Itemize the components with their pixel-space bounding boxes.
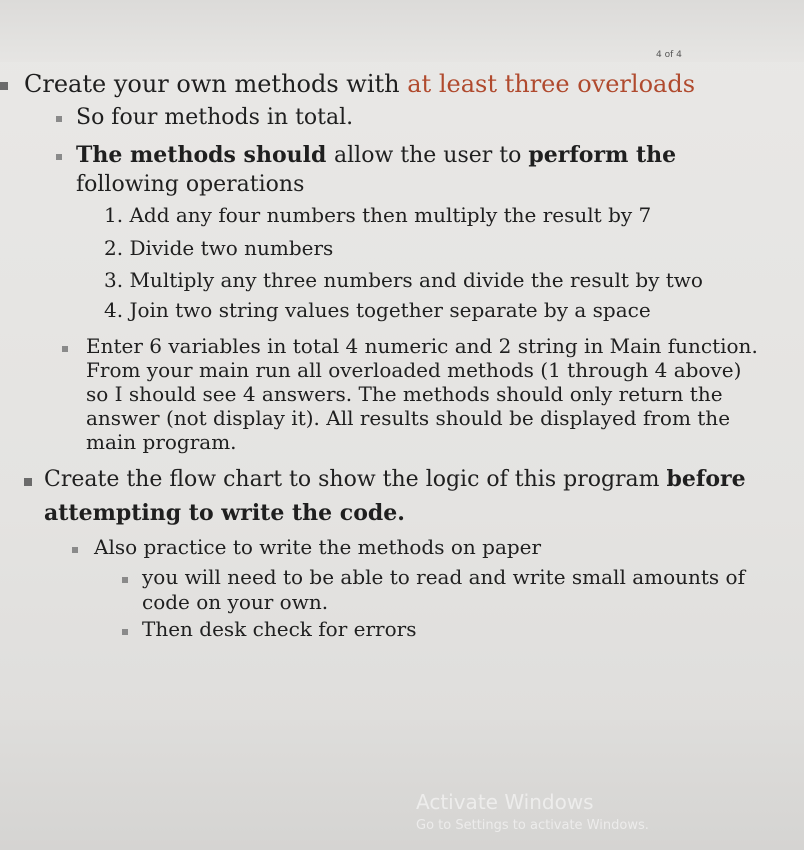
item-text: Multiply any three numbers and divide the result by two (129, 268, 703, 292)
bullet-read-write-line1: you will need to be able to read and write small amounts of (142, 565, 745, 589)
item-number: 2. (104, 236, 124, 260)
bullet-text-bold: before (666, 466, 746, 492)
bullet-practice: Also practice to write the methods on paper (94, 535, 542, 559)
page-counter: 4 of 4 (656, 50, 682, 60)
numbered-item-1 (104, 203, 651, 227)
bullet-main-methods (24, 70, 695, 98)
bullet-text: Create your own methods with (24, 70, 408, 98)
numbered-item-4 (104, 298, 651, 322)
bullet-variables-line5: main program. (86, 430, 237, 454)
slide-footer-band (0, 720, 804, 850)
item-number: 1. (104, 203, 124, 227)
item-number: 3. (104, 268, 124, 292)
bullet-operations-line1 (76, 142, 676, 168)
bullet-square-icon (0, 82, 8, 90)
item-number: 4. (104, 298, 124, 322)
bullet-variables-line2: From your main run all overloaded methods (1 through 4 above) (86, 358, 742, 382)
bullet-square-icon (72, 547, 78, 553)
numbered-item-3 (104, 268, 703, 292)
numbered-item-2 (104, 236, 333, 260)
bullet-variables-line3: so I should see 4 answers. The methods should only return the (86, 382, 723, 406)
bullet-square-icon (122, 577, 128, 583)
bullet-variables-line1: Enter 6 variables in total 4 numeric and 2 string in Main function. (86, 334, 758, 358)
bullet-square-icon (56, 154, 62, 160)
bullet-flowchart-line1 (44, 466, 746, 492)
item-text: Divide two numbers (129, 236, 334, 260)
item-text: Add any four numbers then multiply the result by 7 (129, 203, 652, 227)
bullet-text-accent: at least three overloads (407, 70, 696, 98)
bullet-text: The methods should (76, 142, 335, 168)
bullet-square-icon (122, 629, 128, 635)
bullet-text: Create the flow chart to show the logic of this program (44, 467, 667, 492)
bullet-text: perform the (528, 142, 677, 168)
bullet-read-write-line2: code on your own. (142, 590, 329, 614)
bullet-variables-line4: answer (not display it). All results should be displayed from the (86, 406, 731, 430)
bullet-operations-line2: following operations (76, 172, 305, 197)
activation-watermark-title: Activate Windows (416, 790, 594, 814)
bullet-four-methods: So four methods in total. (76, 105, 354, 130)
bullet-desk-check: Then desk check for errors (142, 617, 417, 641)
activation-watermark-subtitle: Go to Settings to activate Windows. (416, 818, 649, 833)
slide-header-band (0, 0, 804, 62)
item-text: Join two string values together separate by a space (129, 298, 651, 322)
bullet-flowchart-line2: attempting to write the code. (44, 500, 405, 526)
bullet-text: allow the user to (334, 143, 529, 168)
bullet-square-icon (56, 116, 62, 122)
bullet-square-icon (24, 478, 32, 486)
bullet-square-icon (62, 346, 68, 352)
